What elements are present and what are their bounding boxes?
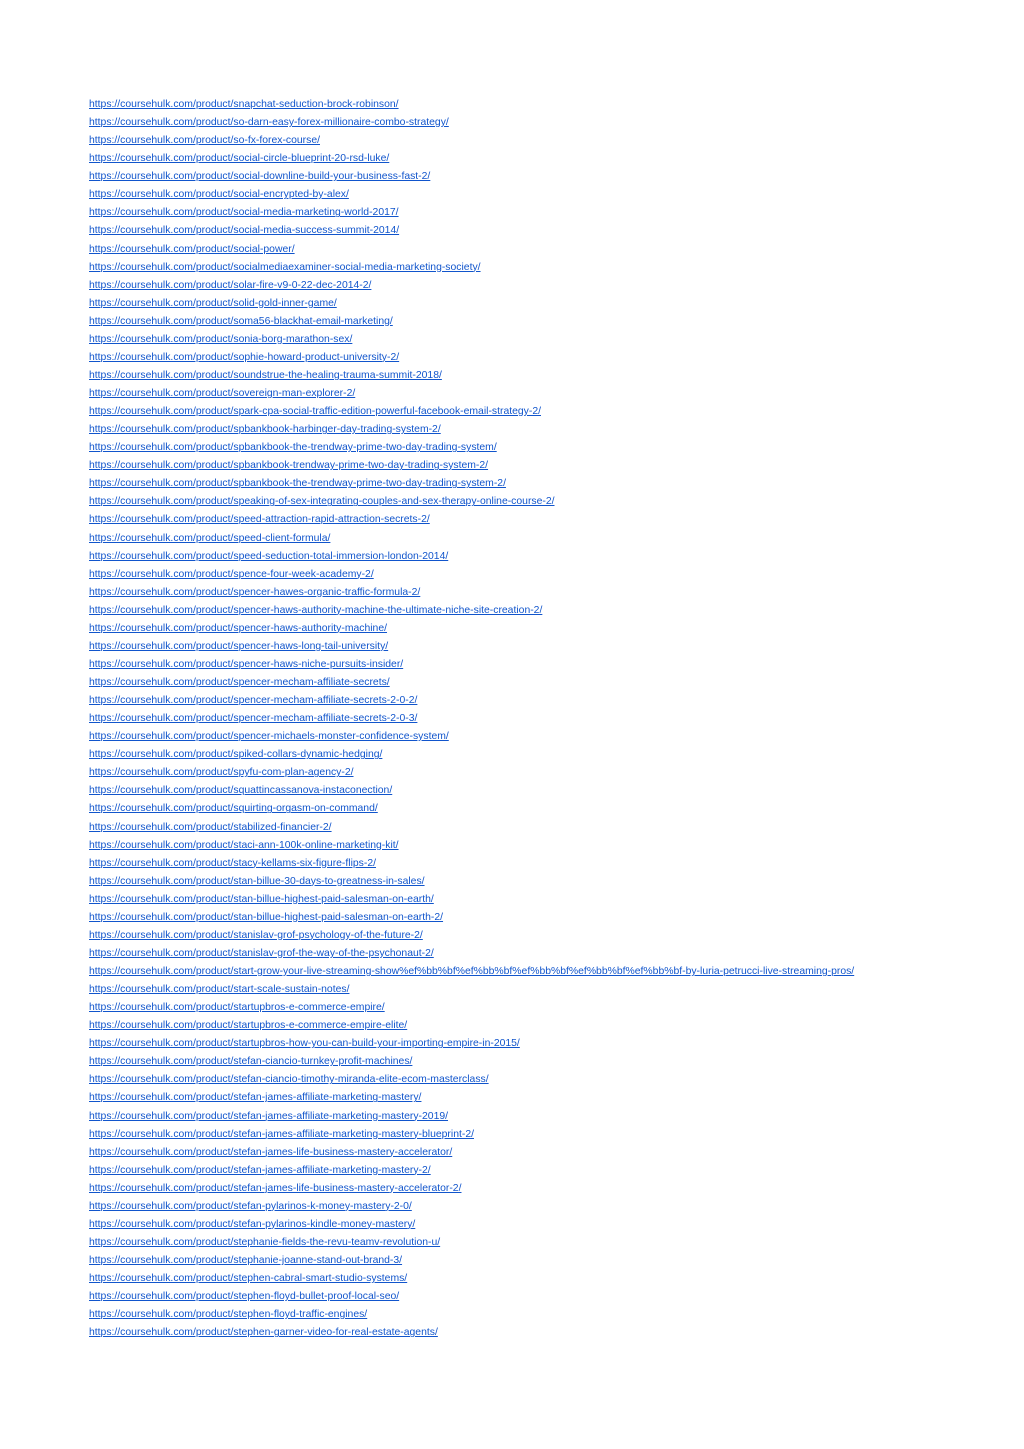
list-item [89, 130, 854, 148]
product-link[interactable]: https://coursehulk.com/product/spbankbook-trendway-prime-two-day-trading-system-2/ [89, 460, 489, 472]
list-item [89, 401, 854, 419]
list-item [89, 94, 854, 112]
list-item [89, 726, 854, 744]
list-item [89, 672, 854, 690]
product-link[interactable]: https://coursehulk.com/product/speed-client-formula/ [89, 532, 331, 544]
product-link[interactable]: https://coursehulk.com/product/spencer-mecham-affiliate-secrets/ [89, 677, 390, 688]
product-link[interactable]: https://coursehulk.com/product/staci-ann-100k-online-marketing-kit/ [89, 839, 399, 851]
product-link[interactable]: https://coursehulk.com/product/stephen-floyd-bullet-proof-local-seo/ [89, 1291, 400, 1303]
product-link[interactable]: https://coursehulk.com/product/squattincassanova-instaconection/ [89, 785, 393, 797]
list-item [89, 654, 854, 672]
product-link[interactable]: https://coursehulk.com/product/spyfu-com-plan-agency-2/ [89, 767, 354, 779]
product-link[interactable]: https://coursehulk.com/product/speed-seduction-total-immersion-london-2014/ [89, 550, 449, 562]
product-link[interactable]: https://coursehulk.com/product/spencer-haws-authority-machine/ [89, 622, 388, 634]
product-link[interactable]: https://coursehulk.com/product/sovereign-man-explorer-2/ [89, 388, 356, 399]
product-link[interactable]: https://coursehulk.com/product/spencer-hawes-organic-traffic-formula-2/ [89, 586, 421, 598]
list-item [89, 1087, 854, 1105]
list-item [89, 1051, 854, 1069]
product-link[interactable]: https://coursehulk.com/product/stacy-kellams-six-figure-flips-2/ [89, 857, 376, 869]
product-link[interactable]: https://coursehulk.com/product/spiked-collars-dynamic-hedging/ [89, 749, 383, 761]
product-link[interactable]: https://coursehulk.com/product/socialmediaexaminer-social-media-marketing-society/ [89, 261, 481, 273]
product-link[interactable]: https://coursehulk.com/product/spencer-haws-niche-pursuits-insider/ [89, 658, 404, 670]
product-link[interactable]: https://coursehulk.com/product/stephen-cabral-smart-studio-systems/ [89, 1273, 408, 1285]
list-item [89, 293, 854, 311]
list-item [89, 1196, 854, 1214]
list-item [89, 1304, 854, 1322]
list-item [89, 1106, 854, 1124]
list-item [89, 112, 854, 130]
list-item [89, 437, 854, 455]
product-link[interactable]: https://coursehulk.com/product/speaking-of-sex-integrating-couples-and-sex-therapy-online-course-2/ [89, 496, 555, 508]
product-link[interactable]: https://coursehulk.com/product/social-encrypted-by-alex/ [89, 189, 349, 201]
list-item [89, 148, 854, 166]
product-link[interactable]: https://coursehulk.com/product/stan-billue-highest-paid-salesman-on-earth-2/ [89, 911, 444, 923]
product-link[interactable]: https://coursehulk.com/product/stanislav-grof-psychology-of-the-future-2/ [89, 929, 423, 941]
product-link[interactable]: https://coursehulk.com/product/spence-four-week-academy-2/ [89, 568, 374, 580]
list-item [89, 1124, 854, 1142]
product-link[interactable]: https://coursehulk.com/product/spbankbook-the-trendway-prime-two-day-trading-system/ [89, 442, 497, 454]
product-link[interactable]: https://coursehulk.com/product/spencer-haws-authority-machine-the-ultimate-niche-site-creation-2/ [89, 604, 543, 616]
product-link[interactable]: https://coursehulk.com/product/solar-fire-v9-0-22-dec-2014-2/ [89, 279, 372, 291]
list-item [89, 275, 854, 293]
list-item [89, 546, 854, 564]
list-item [89, 636, 854, 654]
product-link[interactable]: https://coursehulk.com/product/spencer-haws-long-tail-university/ [89, 640, 389, 652]
list-item [89, 455, 854, 473]
list-item [89, 1322, 854, 1340]
product-link[interactable]: https://coursehulk.com/product/start-grow-your-live-streaming-show%ef%bb%bf%ef%bb%bf%ef%bb%bf%ef%bb%bf%ef%bb%bf-by-luria-petrucci-live-streaming-pros/ [89, 966, 855, 977]
product-link[interactable]: https://coursehulk.com/product/spark-cpa-social-traffic-edition-powerful-facebook-email-strategy-2/ [89, 406, 541, 418]
product-link[interactable]: https://coursehulk.com/product/speed-attraction-rapid-attraction-secrets-2/ [89, 514, 430, 526]
product-link[interactable]: https://coursehulk.com/product/stefan-james-life-business-mastery-accelerator-2/ [89, 1182, 462, 1194]
product-link[interactable]: https://coursehulk.com/product/sophie-howard-product-university-2/ [89, 351, 400, 363]
list-item [89, 708, 854, 726]
list-item [89, 744, 854, 762]
product-link[interactable]: https://coursehulk.com/product/so-darn-easy-forex-millionaire-combo-strategy/ [89, 117, 449, 129]
list-item [89, 528, 854, 546]
list-item [89, 1015, 854, 1033]
list-item [89, 347, 854, 365]
product-link[interactable]: https://coursehulk.com/product/stephanie-fields-the-revu-teamv-revolution-u/ [89, 1236, 441, 1248]
list-item [89, 979, 854, 997]
product-link[interactable]: https://coursehulk.com/product/stefan-pylarinos-kindle-money-mastery/ [89, 1218, 416, 1230]
link-list [89, 94, 854, 1340]
product-link[interactable]: https://coursehulk.com/product/stefan-james-life-business-mastery-accelerator/ [89, 1146, 453, 1158]
list-item [89, 365, 854, 383]
product-link[interactable]: https://coursehulk.com/product/sonia-borg-marathon-sex/ [89, 333, 353, 345]
product-link[interactable]: https://coursehulk.com/product/snapchat-seduction-brock-robinson/ [89, 99, 399, 110]
product-link[interactable]: https://coursehulk.com/product/stefan-james-affiliate-marketing-mastery-blueprint-2/ [89, 1128, 474, 1140]
list-item [89, 618, 854, 636]
list-item [89, 1178, 854, 1196]
list-item [89, 419, 854, 437]
list-item [89, 166, 854, 184]
product-link[interactable]: https://coursehulk.com/product/soundstrue-the-healing-trauma-summit-2018/ [89, 369, 442, 381]
list-item [89, 257, 854, 275]
product-link[interactable]: https://coursehulk.com/product/spencer-mecham-affiliate-secrets-2-0-3/ [89, 713, 418, 725]
product-link[interactable]: https://coursehulk.com/product/stefan-pylarinos-k-money-mastery-2-0/ [89, 1200, 412, 1212]
list-item [89, 202, 854, 220]
list-item [89, 907, 854, 925]
product-link[interactable]: https://coursehulk.com/product/start-scale-sustain-notes/ [89, 984, 350, 996]
list-item [89, 564, 854, 582]
list-item [89, 1033, 854, 1051]
product-link[interactable]: https://coursehulk.com/product/spencer-michaels-monster-confidence-system/ [89, 731, 449, 743]
list-item [89, 600, 854, 618]
product-link[interactable]: https://coursehulk.com/product/stephen-floyd-traffic-engines/ [89, 1309, 368, 1321]
product-link[interactable]: https://coursehulk.com/product/stanislav-grof-the-way-of-the-psychonaut-2/ [89, 947, 434, 959]
list-item [89, 762, 854, 780]
product-link[interactable]: https://coursehulk.com/product/spencer-mecham-affiliate-secrets-2-0-2/ [89, 695, 418, 707]
list-item [89, 509, 854, 527]
product-link[interactable]: https://coursehulk.com/product/so-fx-forex-course/ [89, 135, 320, 147]
product-link[interactable]: https://coursehulk.com/product/soma56-blackhat-email-marketing/ [89, 315, 393, 327]
product-link[interactable]: https://coursehulk.com/product/stephanie-joanne-stand-out-brand-3/ [89, 1255, 403, 1266]
list-item [89, 473, 854, 491]
list-item [89, 798, 854, 816]
list-item [89, 491, 854, 509]
product-link[interactable]: https://coursehulk.com/product/spbankbook-the-trendway-prime-two-day-trading-system-2/ [89, 478, 506, 490]
list-item [89, 383, 854, 401]
list-item [89, 329, 854, 347]
product-link[interactable]: https://coursehulk.com/product/social-power/ [89, 243, 295, 255]
product-link[interactable]: https://coursehulk.com/product/stefan-james-affiliate-marketing-mastery/ [89, 1092, 422, 1104]
product-link[interactable]: https://coursehulk.com/product/startupbros-e-commerce-empire/ [89, 1002, 385, 1014]
list-item [89, 220, 854, 238]
list-item [89, 853, 854, 871]
list-item [89, 961, 854, 979]
list-item [89, 1142, 854, 1160]
list-item [89, 943, 854, 961]
product-link[interactable]: https://coursehulk.com/product/stabilized-financier-2/ [89, 821, 332, 833]
list-item [89, 925, 854, 943]
product-link[interactable]: https://coursehulk.com/product/solid-gold-inner-game/ [89, 297, 337, 309]
product-link[interactable]: https://coursehulk.com/product/startupbros-e-commerce-empire-elite/ [89, 1020, 408, 1032]
product-link[interactable]: https://coursehulk.com/product/squirting-orgasm-on-command/ [89, 803, 378, 815]
list-item [89, 1069, 854, 1087]
list-item [89, 871, 854, 889]
list-item [89, 889, 854, 907]
product-link[interactable]: https://coursehulk.com/product/startupbros-how-you-can-build-your-importing-empire-in-2015/ [89, 1038, 520, 1050]
list-item [89, 690, 854, 708]
list-item [89, 1286, 854, 1304]
list-item [89, 184, 854, 202]
product-link[interactable]: https://coursehulk.com/product/stefan-ciancio-turnkey-profit-machines/ [89, 1056, 413, 1068]
list-item [89, 239, 854, 257]
product-link[interactable]: https://coursehulk.com/product/stefan-james-affiliate-marketing-mastery-2/ [89, 1164, 431, 1176]
list-item [89, 1268, 854, 1286]
product-link[interactable]: https://coursehulk.com/product/stefan-james-affiliate-marketing-mastery-2019/ [89, 1110, 449, 1122]
list-item [89, 817, 854, 835]
product-link[interactable]: https://coursehulk.com/product/stefan-ciancio-timothy-miranda-elite-ecom-masterclass/ [89, 1074, 489, 1086]
list-item [89, 1160, 854, 1178]
product-link[interactable]: https://coursehulk.com/product/spbankbook-harbinger-day-trading-system-2/ [89, 424, 441, 436]
list-item [89, 582, 854, 600]
list-item [89, 1250, 854, 1268]
list-item [89, 780, 854, 798]
list-item [89, 835, 854, 853]
list-item [89, 1214, 854, 1232]
product-link[interactable]: https://coursehulk.com/product/social-downline-build-your-business-fast-2/ [89, 171, 431, 183]
product-link[interactable]: https://coursehulk.com/product/stephen-garner-video-for-real-estate-agents/ [89, 1327, 438, 1339]
product-link[interactable]: https://coursehulk.com/product/stan-billue-30-days-to-greatness-in-sales/ [89, 875, 425, 887]
product-link[interactable]: https://coursehulk.com/product/stan-billue-highest-paid-salesman-on-earth/ [89, 893, 434, 905]
list-item [89, 1232, 854, 1250]
list-item [89, 997, 854, 1015]
product-link[interactable]: https://coursehulk.com/product/social-media-marketing-world-2017/ [89, 207, 399, 219]
product-link[interactable]: https://coursehulk.com/product/social-circle-blueprint-20-rsd-luke/ [89, 153, 390, 165]
product-link[interactable]: https://coursehulk.com/product/social-media-success-summit-2014/ [89, 225, 400, 237]
list-item [89, 311, 854, 329]
